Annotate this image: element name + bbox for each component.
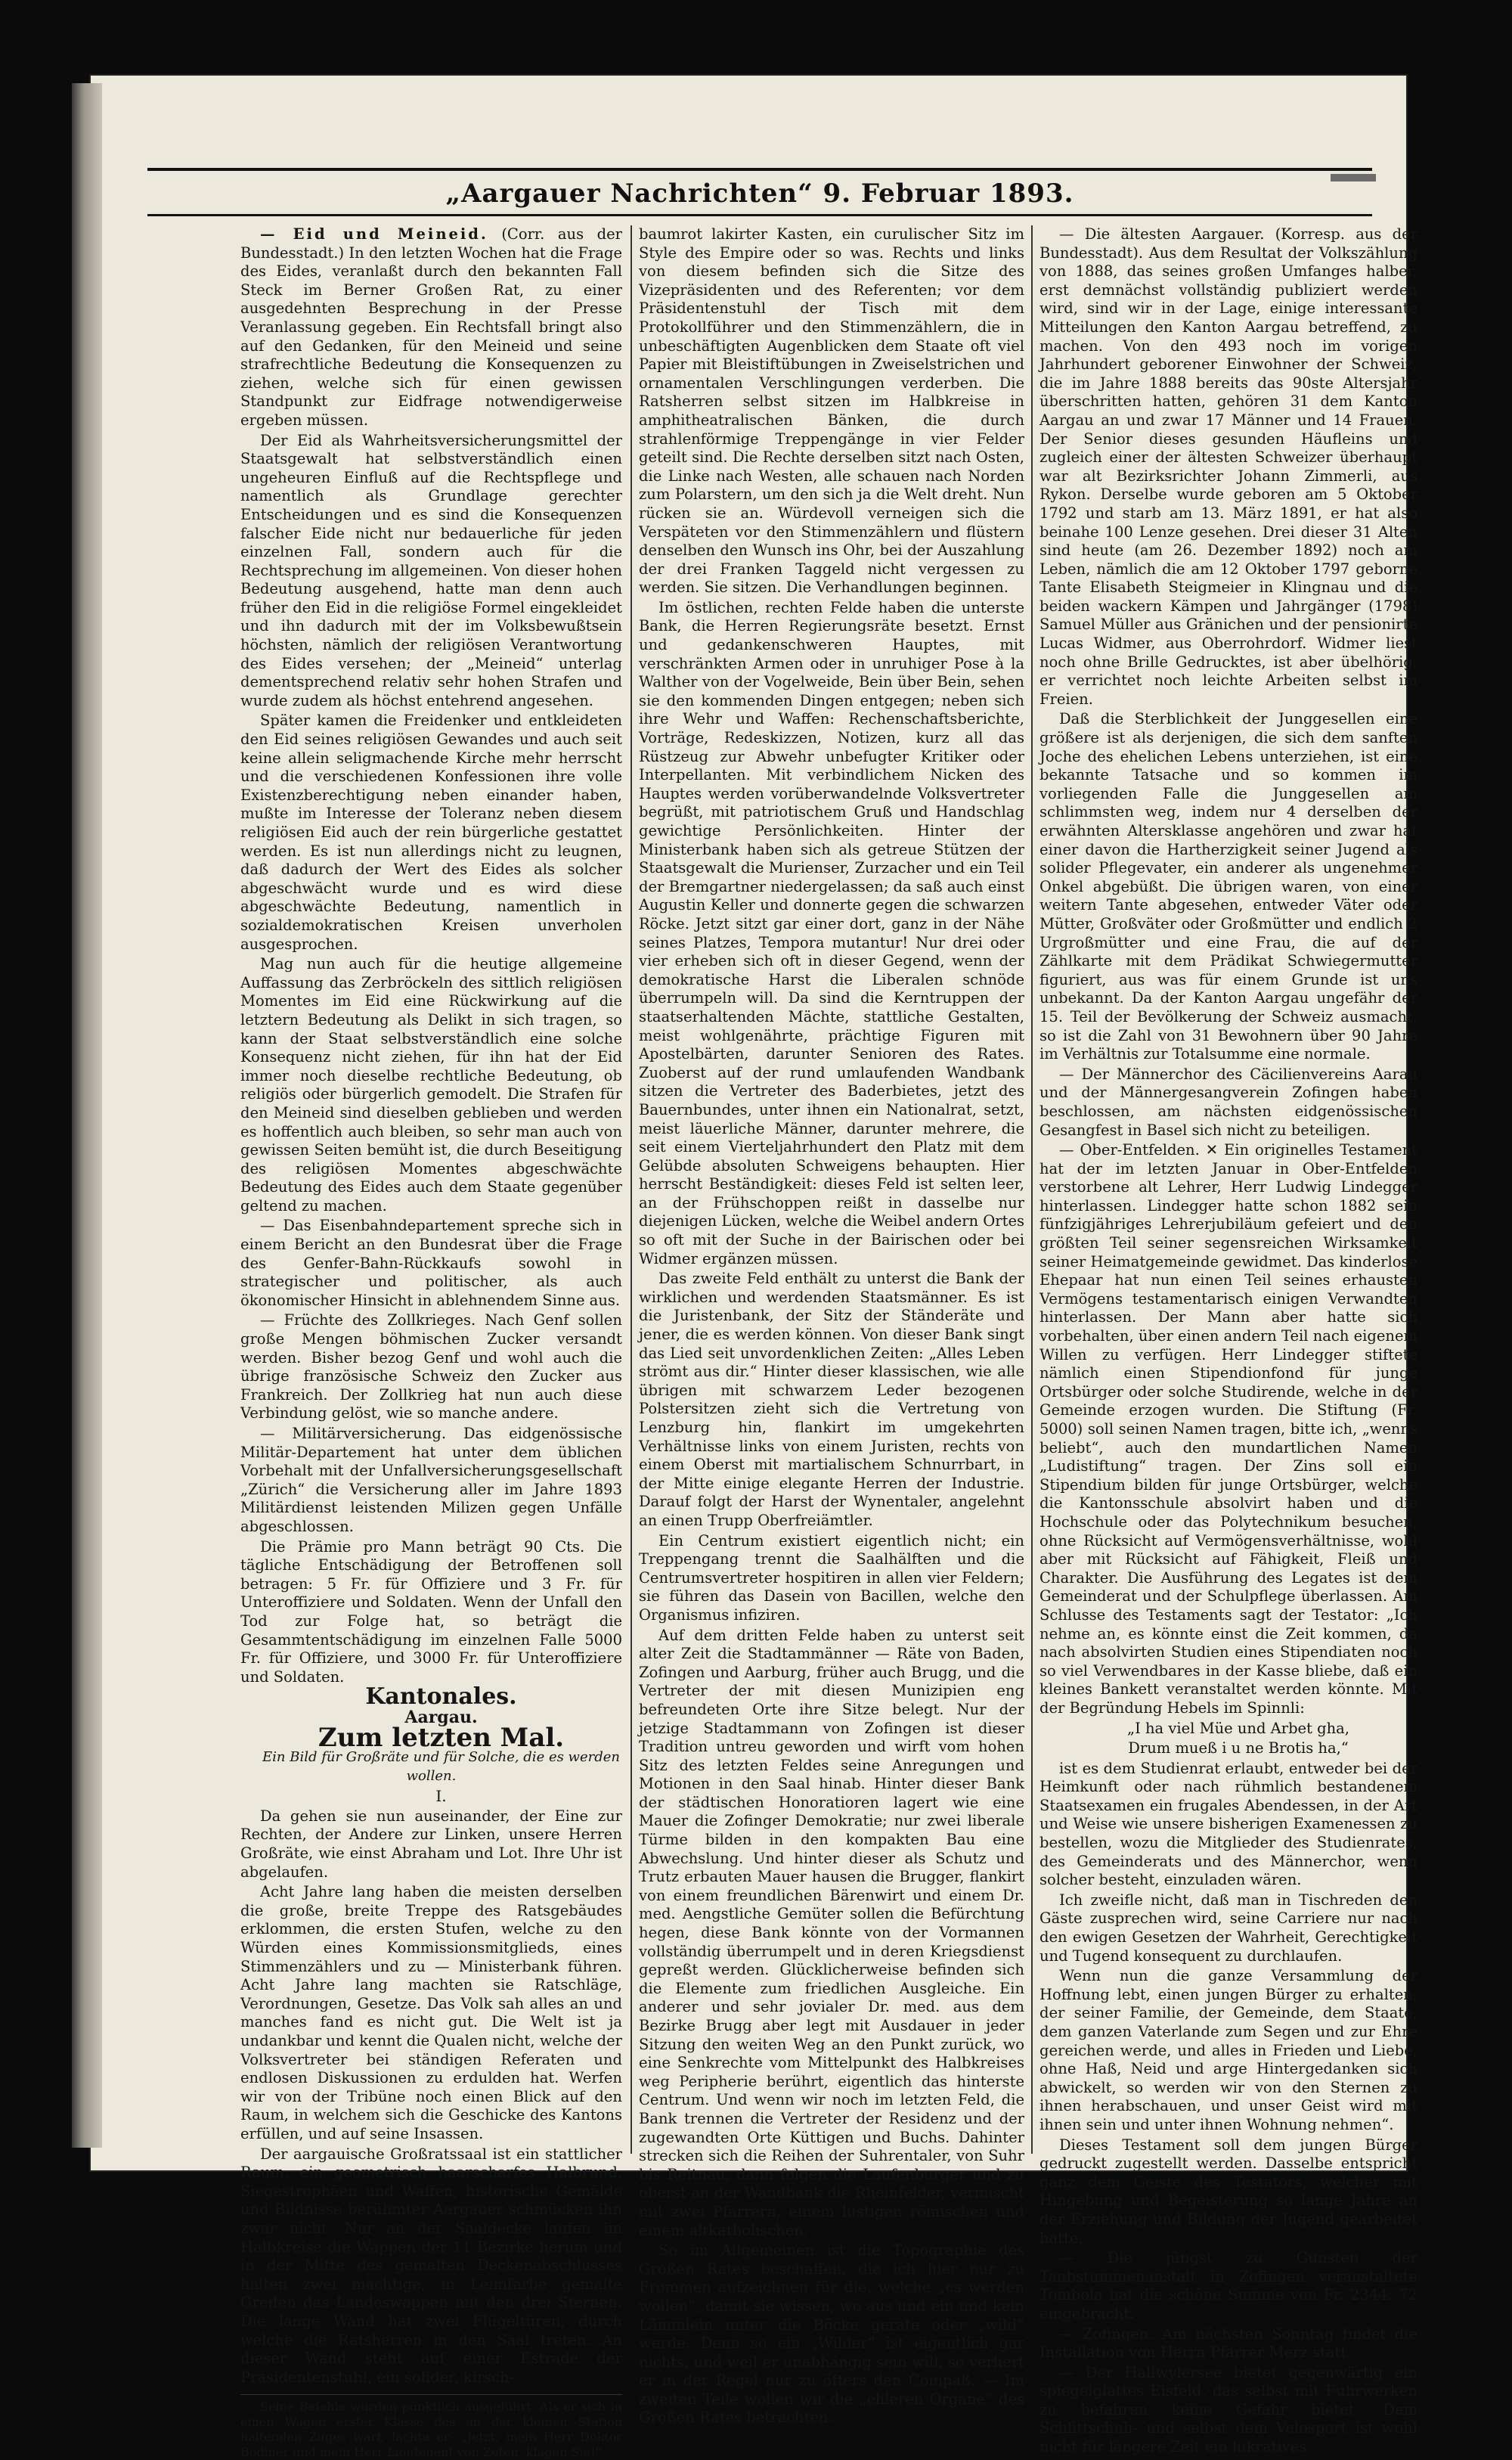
feuilleton-footnote bbox=[240, 2394, 622, 2460]
part-number: I. bbox=[435, 1787, 447, 1806]
paragraph: Daß die Sterblichkeit der Junggesellen eine größere ist als derjenigen, die sich dem sanften Joche des ehelichen Lebens unterziehen, ist eine bekannte Tatsache und so kommen im vorliegenden Falle die Junggesellen am schlimmsten weg, indem nur 4 derselben der erwähnten Altersklasse angehören und zwar hat einer davon die Hartherzigkeit seiner Jugend als solider Pflegevater, ein anderer als ungenehmer Onkel abgebüßt. Die übrigen waren, von einer weitern Tante abgesehen, entweder Väter oder Mütter, Großväter oder Großmütter und endlich 2 Urgroßmütter und eine Frau, die auf der Zählkarte mit dem Prädikat Schwiegermutter figuriert, aus was für einem Grunde ist uns unbekannt. Da der Kanton Aargau ungefähr der 15. Teil der Bevölkerung der Schweiz ausmacht, so ist die Zahl von 31 Bewohnern über 90 Jahre im Verhältnis zur Totalsumme eine normale. bbox=[1040, 710, 1418, 1063]
paragraph: Der Eid als Wahrheitsversicherungsmittel der Staatsgewalt hat selbstverständlich einen ungeheuren Einfluß auf die Rechtspflege und namentlich als Grundlage gerechter Entscheidungen und es sind die Konsequenzen falscher Eide nicht nur bedauerliche für jeden einzelnen Fall, sondern auch für die Rechtsprechung im allgemeinen. Von dieser hohen Bedeutung ausgehend, hatte man denn auch früher den Eid in die religiöse Formel eingekleidet und ihn dadurch mit der im Volksbewußtsein höchsten, nämlich der religiösen Verantwortung des Eides versehen; der „Meineid“ unterlag dementsprechend relativ sehr hohen Strafen und wurde zudem als höchst entehrend angesehen. bbox=[240, 431, 622, 709]
paragraph: ist es dem Studienrat erlaubt, entweder bei der Heimkunft oder nach rühmlich bestandenem Staatsexamen ein frugales Abendessen, in der Art und Weise wie unsere bisherigen Examenessen zu bestellen, wozu die Mitglieder des Studienrates, des Gemeinderats und des Männerchor, wenn solcher besteht, einzuladen wären. bbox=[1040, 1759, 1418, 1889]
article-text: (Corr. aus der Bundesstadt.) In den letzten Wochen hat die Frage des Eides, veranlaßt durch den bekannten Fall Steck im Berner Großen Rat, zu einer ausgedehnten Besprechung in der Presse Veranlassung gegeben. Ein Rechtsfall bringt also auf den Gedanken, für den Meineid und seine strafrechtliche Bedeutung die Konsequenzen zu ziehen, welche sich für einen gewissen Standpunkt zur Eidfrage notwendigerweise ergeben müssen. bbox=[240, 225, 622, 429]
page-binding-edge bbox=[72, 83, 102, 2148]
article-zofingen: — Zofingen. Am nächsten Sonntag findet die Installation von Herrn Pfarrer Merz statt. bbox=[1040, 2325, 1418, 2362]
article-aelteste-aargauer: — Die ältesten Aargauer. (Korresp. aus der Bundesstadt). Aus dem Resultat der Volkszählung von 1888, das seines großen Umfanges halber, erst demnächst vollständig publiziert werden wird, sind wir in der Lage, einige interessante Mitteilungen den Kanton Aargau betreffend, zu machen. Von den 493 noch im vorigen Jahrhundert geborener Einwohner der Schweiz, die im Jahre 1888 bereits das 90ste Altersjahr überschritten hatten, gehören 31 dem Kanton Aargau an und zwar 17 Männer und 14 Frauen. Der Senior dieses gesunden Häufleins und zugleich einer der ältesten Schweizer überhaupt war alt Bezirksrichter Johann Zimmerli, aus Rykon. Derselbe wurde geboren am 5 Oktober 1792 und starb am 13. März 1891, er hat also beinahe 100 Lenze gesehen. Drei dieser 31 Alten sind heute (am 26. Dezember 1892) noch am Leben, nämlich die am 12 Oktober 1797 geborne Tante Elisabeth Steigmeier in Klingnau und die beiden wackern Kämpen und Jahrgänger (1798) Samuel Müller aus Gränichen und der pensionirte Lucas Widmer, aus Oberrohrdorf. Widmer liest noch ohne Brille Gedrucktes, ist aber übelhörig, er verrichtet noch leichte Arbeiten selbst im Freien. bbox=[1040, 225, 1418, 708]
article-subtitle: Ein Bild für Großräte und für Solche, die es werden wollen. bbox=[262, 1749, 620, 1784]
paragraph: Die Prämie pro Mann beträgt 90 Cts. Die tägliche Entschädigung der Betroffenen soll betragen: 5 Fr. für Offiziere und 3 Fr. für Unteroffiziere und Soldaten. Wenn der Unfall den Tod zur Folge hat, so beträgt die Gesammtentschädigung im einzelnen Falle 5000 Fr. für Offiziere, und 3000 Fr. für Unteroffiziere und Soldaten. bbox=[240, 1537, 622, 1686]
header-rule-bottom bbox=[147, 214, 1372, 216]
article-militaerversicherung: — Militärversicherung. Das eidgenössische Militär-Departement hat unter dem üblichen Vorbehalt mit der Unfallversicherungsgesellschaft „Zürich“ die Versicherung aller im Jahre 1893 Militärdienst leistenden Milizen gegen Unfälle abgeschlossen. bbox=[240, 1425, 622, 1535]
paragraph: Wenn nun die ganze Versammlung der Hoffnung lebt, einen jungen Bürger zu erhalten, der seiner Familie, der Gemeinde, dem Staate, dem ganzen Vaterlande zum Segen und zur Ehre gereichen werde, und alles in Frieden und Liebe, ohne Haß, Neid und arge Hintergedanken sich abwickelt, so werden wir von den Sternen zu ihnen herabschauen, und unser Geist wird mit ihnen sein und unter ihnen Wohnung nehmen“. bbox=[1040, 1967, 1418, 2133]
column-rule-1 bbox=[631, 225, 632, 2154]
article-heading: — Eid und Meineid. bbox=[260, 225, 488, 243]
article-zollkrieg: — Früchte des Zollkrieges. Nach Genf sollen große Mengen böhmischen Zucker versandt werden. Bisher bezog Genf und wohl auch die übrige französische Schweiz den Zucker aus Frankreich. Der Zollkrieg hat nun auch diese Verbindung gelöst, wie so manche andere. bbox=[240, 1311, 622, 1422]
article-maennerchor: — Der Männerchor des Cäcilienvereins Aarau und der Männergesangverein Zofingen haben beschlossen, am nächsten eidgenössischen Gesangfest in Basel sich nicht zu beteiligen. bbox=[1040, 1065, 1418, 1139]
column-2 bbox=[639, 225, 1024, 2427]
column-rule-2 bbox=[1031, 225, 1033, 2154]
paragraph: Der aargauische Großratssaal ist ein stattlicher Raum, ein geometrisch haarscharfes Halbrund. Siegestrophäen und Waffen, historische Gemälde und Bildnisse berühmter Aargauer schmücken ihn zwar nicht. Nur an der Saaldecke laufen im Halbkreise die Wappen der 11 Bezirke herum und in der Mitte des gemalten Deckenabschlusses halten zwei mächtige, in Leimfarbe gemalte Greifen das Landeswappen mit den drei Sternen. Die lange Wand hat zwei Flügeltüren, durch welche die Ratsherren in den Saal treten. An dieser Wand steht auf einer Estrade der Präsidentenstuhl, ein solider, kirsch- bbox=[240, 2145, 622, 2386]
paragraph: Das zweite Feld enthält zu unterst die Bank der wirklichen und werdenden Staatsmänner. Es ist die Juristenbank, der Sitz der Ständeräte und jener, die es werden können. Von dieser Bank singt das Lied seit unvordenklichen Zeiten: „Alles Leben strömt aus dir.“ Hinter dieser klassischen, wie alle übrigen mit schwarzem Leder bezogenen Polstersitzen zieht sich die Vertretung von Lenzburg hin, flankirt im umgekehrten Verhältnisse links von einem Juristen, rechts von einem Oberst mit martialischem Schnurrbart, in der Mitte einige elegante Herren der Industrie. Darauf folgt der Harst der Wynentaler, angelehnt an einen Trupp Oberfreiämtler. bbox=[639, 1270, 1024, 1529]
subsection-heading: Aargau. bbox=[404, 1707, 478, 1727]
paragraph: Später kamen die Freidenker und entkleideten den Eid seines religiösen Gewandes und auch seit keine allein seligmachende Kirche mehr herrscht und die verschiedenen Konfessionen ihre volle Existenzberechtigung neben einander haben, mußte im Interesse der Toleranz neben diesem religiösen Eid auch der rein bürgerliche gestattet werden. Es ist nun allerdings nicht zu leugnen, daß dadurch der Wert des Eides als solcher abgeschwächt wurde und es wird diese abgeschwächte Bedeutung, namentlich in sozialdemokratischen Kreisen unverholen ausgesprochen. bbox=[240, 712, 622, 953]
verse-line: Drum mueß i u ne Brotis ha,“ bbox=[1128, 1739, 1349, 1757]
page-header: „Aargauer Nachrichten“ 9. Februar 1893. bbox=[445, 178, 1074, 209]
article-title: Zum letzten Mal. bbox=[318, 1722, 565, 1753]
header-rule-top bbox=[147, 168, 1372, 171]
paragraph: Auf dem dritten Felde haben zu unterst seit alter Zeit die Stadtammänner — Räte von Baden, Zofingen und Aarburg, früher auch Brugg, und die Vertreter der mit diesen Munizipien eng befreundeten Orte ihre Sitze belegt. Nur der jetzige Stadtammann von Zofingen ist dieser Tradition untreu geworden und wirft vom hohen Sitz des letzten Feldes seine Anregungen und Motionen in den Saal hinab. Hinter dieser Bank der städtischen Honoratioren lagert wie eine Mauer die Zofinger Demokratie; nur zwei liberale Türme bilden in den kompakten Bau eine Abwechslung. Und hinter dieser als Schutz und Trutz erbauten Mauer hausen die Brugger, flankirt von einem freundlichen Bärenwirt und einem Dr. med. Aengstliche Gemüter sollen die Befürchtung hegen, diese Bank könnte von der Vormannen vollständig überrumpelt und in deren Kriegsdienst gepreßt werden. Glücklicherweise befinden sich die Elemente zum friedlichen Ausgleiche. Ein anderer und sehr jovialer Dr. med. aus dem Bezirke Brugg aber legt mit Ausdauer in jeder Sitzung den weiten Weg an den Punkt zurück, wo eine Senkrechte vom Mittelpunkt des Halbkreises weg Peripherie berührt, eigentlich das hinterste Centrum. Und wenn wir noch im letzten Feld, die Bank trennen die Vertreter der Residenz und der zugewandten Orte Küttigen und Buchs. Dahinter strecken sich die Reihen der Suhrentaler, von Suhr bis Reitnau, dann folgen die Laufenburger und zu oberst an der Wandbank die Rheinfelder, vermischt mit zwei Pfarrern, einem lustigen römischen und einem altkatholischen. bbox=[639, 1626, 1024, 2239]
column-3 bbox=[1040, 225, 1418, 2456]
paragraph: Im östlichen, rechten Felde haben die unterste Bank, die Herren Regierungsräte besetzt. Ernst und gedankenschweren Hauptes, mit verschränkten Armen oder in unruhiger Pose à la Walther von der Vogelweide, Bein über Bein, sehen sie den kommenden Dingen entgegen; neben sich ihre Wehr und Waffen: Rechenschaftsberichte, Vorträge, Redeskizzen, Notizen, kurz all das Rüstzeug zur Abwehr unbefugter Kritiker oder Interpellanten. Mit verbindlichem Nicken des Hauptes werden vorüberwandelnde Volksvertreter begrüßt, mit patriotischem Gruß und Handschlag gewichtige Persönlichkeiten. Hinter der Ministerbank haben sich als getreue Stützen der Staatsgewalt die Murienser, Zurzacher und ein Teil der Bremgartner niedergelassen; da saß auch einst Augustin Keller und donnerte gegen die schwarzen Röcke. Jetzt sitzt gar einer dort, ganz in der Nähe seines Platzes, Tempora mutantur! Nur drei oder vier erheben sich oft in dieser Gegend, wenn der demokratische Harst die Liberalen schnöde überrumpeln will. Da sind die Kerntruppen der staatserhaltenden Mächte, stattliche Gestalten, meist wohlgenährte, prächtige Figuren mit Apostelbärten, darunter Senioren des Rates. Zuoberst auf der rund umlaufenden Wandbank sitzen die Vertreter des Baderbietes, jetzt des Bauernbundes, unter ihnen ein Nationalrat, setzt, meist läuerliche Männer, darunter mehrere, die seit einem Vierteljahrhundert den Platz mit dem Gelübde absoluten Schweigens behaupten. Hier herrscht Beständigkeit: dieses Feld ist selten leer, an der Frühschoppen reißt in dasselbe nur diejenigen Lücken, welche die Weibel andern Ortes so oft mit der Suche in der Bairischen oder bei Widmer ergänzen müssen. bbox=[639, 598, 1024, 1267]
paragraph: Da gehen sie nun auseinander, der Eine zur Rechten, der Andere zur Linken, unsere Herren Großräte, wie einst Abraham und Lot. Ihre Uhr ist abgelaufen. bbox=[240, 1807, 622, 1881]
paragraph: Ein Centrum existiert eigentlich nicht; ein Treppengang trennt die Saalhälften und die Centrumsvertreter hospitiren in allen vier Feldern; sie führen das Dasein von Bacillen, welche den Organismus infiziren. bbox=[639, 1531, 1024, 1624]
verse-line: „I ha viel Müe und Arbet gha, bbox=[1126, 1719, 1349, 1737]
paragraph: Dieses Testament soll dem jungen Bürger gedruckt zugestellt werden. Dasselbe entspricht ganz dem Geiste des Testators, welcher mit Hingebung und Begeisterung so lange Jahre an der Erziehung und Bildung der Jugend gearbeitet hatte. bbox=[1040, 2136, 1418, 2247]
article-ober-entfelden: — Ober-Entfelden. ✕ Ein originelles Testament hat der im letzten Januar in Ober-Entfelden verstorbene alt Lehrer, Herr Ludwig Lindegger hinterlassen. Lindegger hatte schon 1882 sein fünfzigjähriges Lehrerjubiläum gefeiert und den größten Teil seiner segensreichen Wirksamkeit seiner Heimatgemeinde gewidmet. Das kinderlose Ehepaar hat nun einen Teil seines erhausten Vermögens testamentarisch einigen Verwandten hinterlassen. Der Mann aber hatte sich vorbehalten, über einen andern Teil nach eigenem Willen zu verfügen. Herr Lindegger stiftete nämlich einen Stipendionfond für junge Ortsbürger oder solche Studirende, welche in der Gemeinde erzogen wurden. Die Stiftung (Fr. 5000) soll seinen Namen tragen, bitte ich, „wenns beliebt“, auch den mundartlichen Namen „Ludistiftung“ tragen. Der Zins soll ein Stipendium bilden für junge Ortsbürger, welche die Kantonsschule absolvirt haben und die Hochschule oder das Polytechnikum besuchen, ohne Rücksicht auf Vermögensverhältnisse, wohl aber mit Rücksicht auf Fähigkeit, Fleiß und Charakter. Die Ausführung des Legates ist dem Gemeinderat und der Schulpflege überlassen. Am Schlusse des Testaments sagt der Testator: „Ich nehme an, es könnte einst die Zeit kommen, da nach absolvirten Studien eines Stipendiaten noch so viel Verwendbares in der Kasse bliebe, daß ein kleines Bankett veranstaltet werden könnte. Mit der Begründung Hebels im Spinnli: bbox=[1040, 1141, 1418, 1717]
article-eisenbahndepartement: — Das Eisenbahndepartement spreche sich in einem Bericht an den Bundesrat über die Frage des Genfer-Bahn-Rückkaufs sowohl in strategischer und politischer, als auch ökonomischer Hinsicht in ablehnendem Sinne aus. bbox=[240, 1217, 622, 1309]
section-heading: Kantonales. bbox=[365, 1683, 517, 1711]
article-hallwylersee: — Der Hallwylersee bietet gegenwärtig ein spiegelglattes Eisfeld, das selbst mit Fuhrwerken zu befahren keine Gefahr bietet. Dem Schlittschuh- und selbst dem Velosport ist wohl nicht für längere Zeit ein lukratives bbox=[1040, 2363, 1418, 2456]
article-eid-und-meineid bbox=[240, 225, 622, 430]
paragraph: Ich zweifle nicht, daß man in Tischreden den Gäste zusprechen wird, seine Carriere nur nach den ewigen Gesetzen der Wahrheit, Gerechtigkeit und Tugend konsequent zu durchlaufen. bbox=[1040, 1891, 1418, 1965]
paragraph: baumrot lakirter Kasten, ein curulischer Sitz im Style des Empire oder so was. Rechts und links von diesem befinden sich die Sitze des Vizepräsidenten und des Referenten; vor dem Präsidentenstuhl der Tisch mit dem Protokollführer und den Stimmenzählern, die in unbeschäftigten Augenblicken dem Staate oft viel Papier mit Bleistiftübungen in Zweiselstrichen und ornamentalen Verschlingungen verderben. Die Ratsherren selbst sitzen im Halbkreise in amphitheatralischen Bänken, die durch strahlenförmige Treppengänge in vier Felder geteilt sind. Die Rechte derselben sitzt nach Osten, die Linke nach Westen, alle schauen nach Norden zum Polarstern, um den sich ja die Welt dreht. Nun rücken sie an. Würdevoll verneigen sich die Verspäteten vor den Stimmenzählern und flüstern denselben den Wunsch ins Ohr, bei der Auszahlung der drei Franken Taggeld nicht vergessen zu werden. Sie sitzen. Die Verhandlungen beginnen. bbox=[639, 225, 1024, 597]
footnote-text: Seine Befehle wurden pünktlich ausgeführt. Als er sich in einen Wagen erster Klasse des an der kleinen Station haltenden Zuges warf, lachte er: „Jetzt, mein Herr Doktor Bodmer und mein Herr Lieutenant von Zeten, klagen Sie!“ bbox=[240, 2400, 622, 2460]
paragraph: So im Allgemeinen ist die Topographie des Großen Rates beschaffen, die ich hier nur zu Frommen aufzeichnen für die, welche „es werden wollen“, damit sie wissen, wo aus und ein und kein Lämmlein unter die Böcke gerate oder „wild“ werde. Denn so ein „Wilder“ ist eigentlich gar nichts, und weil er unabhängig sein will, so verliert er in der Regel nur zu öfters den Compaß. — Im zweiten Teile wollen wir die „ehleren Organe“ des Großen Rates betrachten. bbox=[639, 2241, 1024, 2427]
paragraph: Acht Jahre lang haben die meisten derselben die große, breite Treppe des Ratsgebäudes erklommen, die ersten Stufen, welche zu den Würden eines Kommissionsmitglieds, eines Stimmenzählers und zu — Ministerbank führen. Acht Jahre lang machten sie Ratschläge, Verordnungen, Gesetze. Das Volk sah alles an und manches fand es nicht gut. Die Welt ist ja undankbar und kennt die Qualen nicht, welche der Volksvertreter bei ständigen Referaten und endlosen Diskussionen zu erdulden hat. Werfen wir von der Tribüne noch einen Blick auf den Raum, in welchem sich die Geschicke des Kantons erfüllen, und auf seine Insassen. bbox=[240, 1883, 622, 2142]
paragraph: Mag nun auch für die heutige allgemeine Auffassung das Zerbröckeln des sittlich religiösen Momentes im Eid eine Rückwirkung auf die letztern Bedeutung als Delikt in sich tragen, so kann der Staat selbstverständlich eine solche Konsequenz nicht ziehen, für ihn hat der Eid immer noch dieselbe rechtliche Bedeutung, ob religiös oder bürgerlich gemodelt. Die Strafen für den Meineid sind dieselben geblieben und werden es hoffentlich auch bleiben, so sehr man auch von gewissen Seiten bemüht ist, die durch Beseitigung des religiösen Momentes abgeschwächte Bedeutung des Eides auch dem Staate gegenüber geltend zu machen. bbox=[240, 955, 622, 1214]
article-tombola: — Die jüngst zu Gunsten der Taubstummenanstalt in Zofingen veranstaltete Tombola hat die schöne Summe von Fr. 2344. 72 eingebracht. bbox=[1040, 2249, 1418, 2322]
column-1 bbox=[240, 225, 622, 2460]
